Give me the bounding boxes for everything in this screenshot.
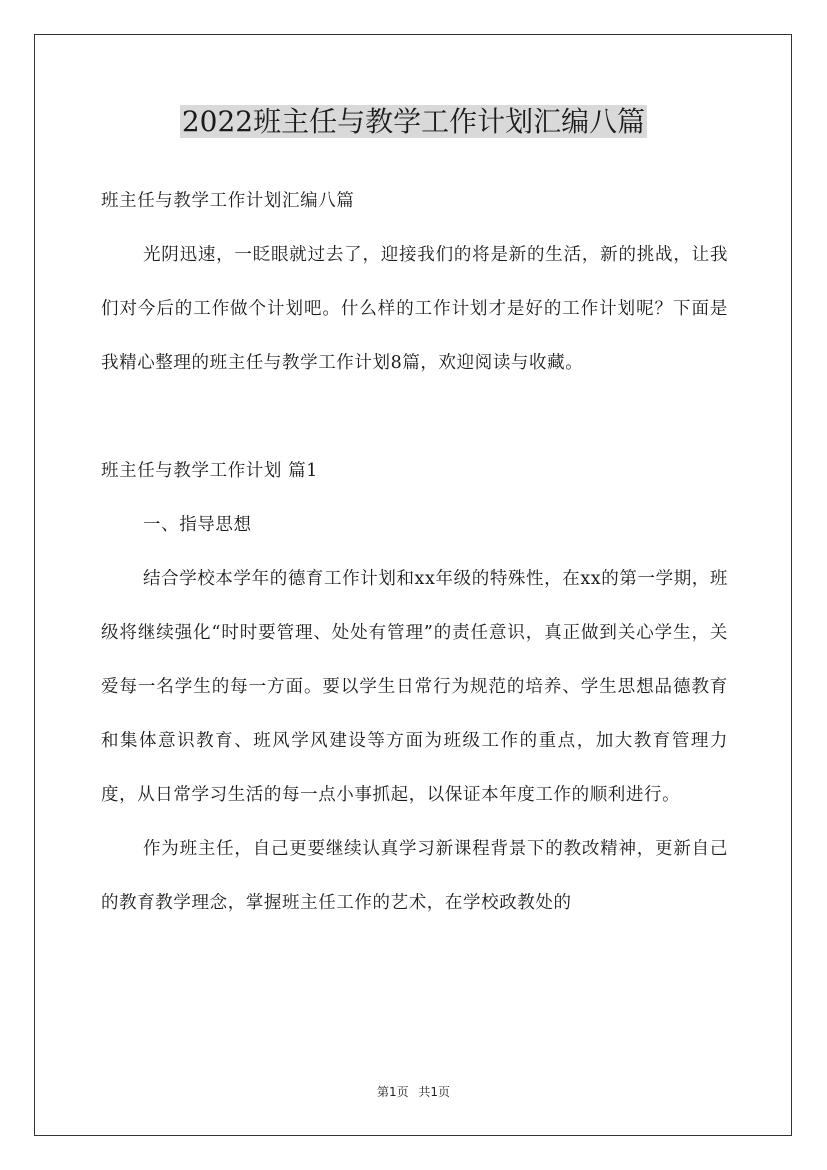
document-title-text: 2022班主任与教学工作计划汇编八篇 [181,105,646,138]
paragraph: 光阴迅速，一眨眼就过去了，迎接我们的将是新的生活，新的挑战，让我们对今后的工作做个计划吧。什么样的工作计划才是好的工作计划呢？下面是我精心整理的班主任与教学工作计划8篇，欢迎阅读与收藏。 [101,245,728,373]
paragraph: 作为班主任，自己更要继续认真学习新课程背景下的教改精神，更新自己的教育教学理念，掌握班主任工作的艺术，在学校政教处的 [101,839,728,913]
page-footer [0,1083,827,1100]
document-body [101,174,728,930]
paragraph: 结合学校本学年的德育工作计划和xx年级的特殊性，在xx的第一学期，班级将继续强化“时时要管理、处处有管理”的责任意识，真正做到关心学生，关爱每一名学生的每一方面。要以学生日常行为规范的培养、学生思想品德教育和集体意识教育、班风学风建设等方面为班级工作的重点，加大教育管理力度，从日常学习生活的每一点小事抓起，以保证本年度工作的顺利进行。 [101,569,728,805]
page-total: 共1页 [418,1085,451,1099]
page-number: 第1页 [376,1085,409,1099]
paragraph: 一、指导思想 [143,515,252,535]
paragraph: 班主任与教学工作计划 篇1 [101,461,318,481]
document-title [0,100,827,144]
paragraph: 班主任与教学工作计划汇编八篇 [101,191,355,211]
